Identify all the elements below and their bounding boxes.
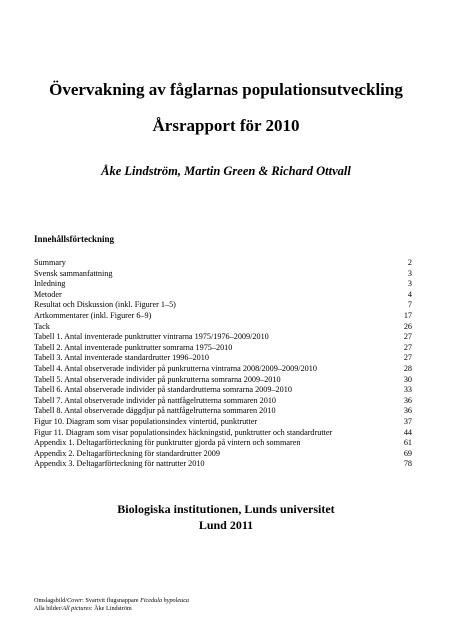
toc-entry-page: 27 [403, 342, 412, 352]
table-of-contents [34, 258, 412, 470]
toc-entry-label: Artkommentarer (inkl. Figurer 6–9) [34, 310, 152, 320]
toc-entry-label: Appendix 1. Deltagarförteckning för punktrutter gjorda på vintern och sommaren [34, 438, 301, 448]
toc-heading: Innehållsförteckning [34, 234, 115, 244]
report-subtitle: Årsrapport för 2010 [152, 116, 300, 135]
pictures-credit: Alla bilder/All pictures: Åke Lindström [34, 605, 132, 612]
toc-entry-label: Appendix 3. Deltagarförteckning för nattrutter 2010 [34, 459, 205, 469]
toc-entry [34, 332, 412, 343]
authors: Åke Lindström, Martin Green & Richard Ottvall [101, 164, 351, 178]
toc-entry [34, 300, 412, 311]
toc-entry [34, 385, 412, 396]
cover-credit: Omslagsbild/Cover: Svartvit flugsnappare Ficedula hypoleuca [34, 597, 190, 604]
toc-entry-page: 17 [403, 310, 412, 320]
toc-entry [34, 343, 412, 354]
toc-entry [34, 311, 412, 322]
toc-entry-page: 44 [403, 427, 412, 437]
toc-entry [34, 428, 412, 439]
toc-entry-label: Tabell 2. Antal inventerade punktrutter somrarna 1975–2010 [34, 342, 233, 352]
photo-credits [34, 597, 189, 613]
toc-entry-page: 37 [403, 416, 412, 426]
toc-entry [34, 279, 412, 290]
toc-entry-page: 2 [407, 258, 412, 267]
toc-entry-label: Inledning [34, 279, 66, 289]
toc-entry-page: 27 [403, 332, 412, 342]
toc-entry [34, 258, 412, 269]
toc-entry-page: 26 [403, 321, 412, 331]
toc-entry-label: Appendix 2. Deltagarförteckning för standardrutter 2009 [34, 448, 220, 458]
toc-entry-label: Tabell 4. Antal observerade individer på punkrutterna vintrarna 2008/2009–2009/2010 [34, 363, 317, 373]
place-year: Lund 2011 [198, 518, 254, 532]
toc-entry-label: Tabell 5. Antal observerade individer på punkrutterna somrarna 2009–2010 [34, 374, 281, 384]
toc-entry-label: Tabell 6. Antal observerade individer på standardrutterna somrarna 2009–2010 [34, 385, 292, 395]
institution: Biologiska institutionen, Lunds universitet [117, 502, 335, 516]
toc-entry-label: Tabell 7. Antal observerade individer på nattfågelrutterna sommaren 2010 [34, 395, 277, 405]
toc-entry-label: Tabell 3. Antal inventerade standardrutter 1996–2010 [34, 353, 209, 363]
toc-entry [34, 459, 412, 470]
toc-entry-page: 78 [403, 459, 412, 469]
toc-entry [34, 417, 412, 428]
toc-entry-label: Resultat och Diskussion (inkl. Figurer 1–5) [34, 300, 176, 310]
toc-entry-label: Tack [34, 321, 50, 331]
toc-entry [34, 449, 412, 460]
toc-entry [34, 322, 412, 333]
toc-entry [34, 269, 412, 280]
toc-entry [34, 290, 412, 301]
toc-entry-page: 28 [403, 363, 412, 373]
toc-entry-page: 4 [407, 289, 412, 299]
toc-entry [34, 353, 412, 364]
toc-entry-page: 3 [407, 279, 412, 289]
toc-entry-label: Figur 11. Diagram som visar populationsindex häckningstid, punktrutter och standardrutter [34, 427, 333, 437]
toc-entry-label: Metoder [34, 289, 62, 299]
toc-entry [34, 438, 412, 449]
toc-entry-page: 61 [403, 438, 412, 448]
toc-entry [34, 406, 412, 417]
toc-entry [34, 375, 412, 386]
toc-entry-label: Figur 10. Diagram som visar populationsindex vintertid, punktrutter [34, 416, 258, 426]
toc-entry-label: Tabell 8. Antal observerade däggdjur på nattfågelrutterna sommaren 2010 [34, 406, 276, 416]
toc-entry-label: Summary [34, 258, 66, 267]
toc-entry-page: 27 [403, 353, 412, 363]
toc-entry-page: 69 [403, 448, 412, 458]
toc-entry-page: 36 [403, 406, 412, 416]
toc-entry [34, 396, 412, 407]
toc-entry-label: Tabell 1. Antal inventerade punktrutter vintrarna 1975/1976–2009/2010 [34, 332, 269, 342]
toc-entry-page: 36 [403, 395, 412, 405]
toc-entry-page: 30 [403, 374, 412, 384]
toc-entry-page: 33 [403, 385, 412, 395]
toc-entry-label: Svensk sammanfattning [34, 268, 113, 278]
toc-entry [34, 364, 412, 375]
toc-entry-page: 7 [407, 300, 412, 310]
report-title: Övervakning av fåglarnas populationsutveckling [49, 80, 403, 99]
toc-entry-page: 3 [407, 268, 412, 278]
